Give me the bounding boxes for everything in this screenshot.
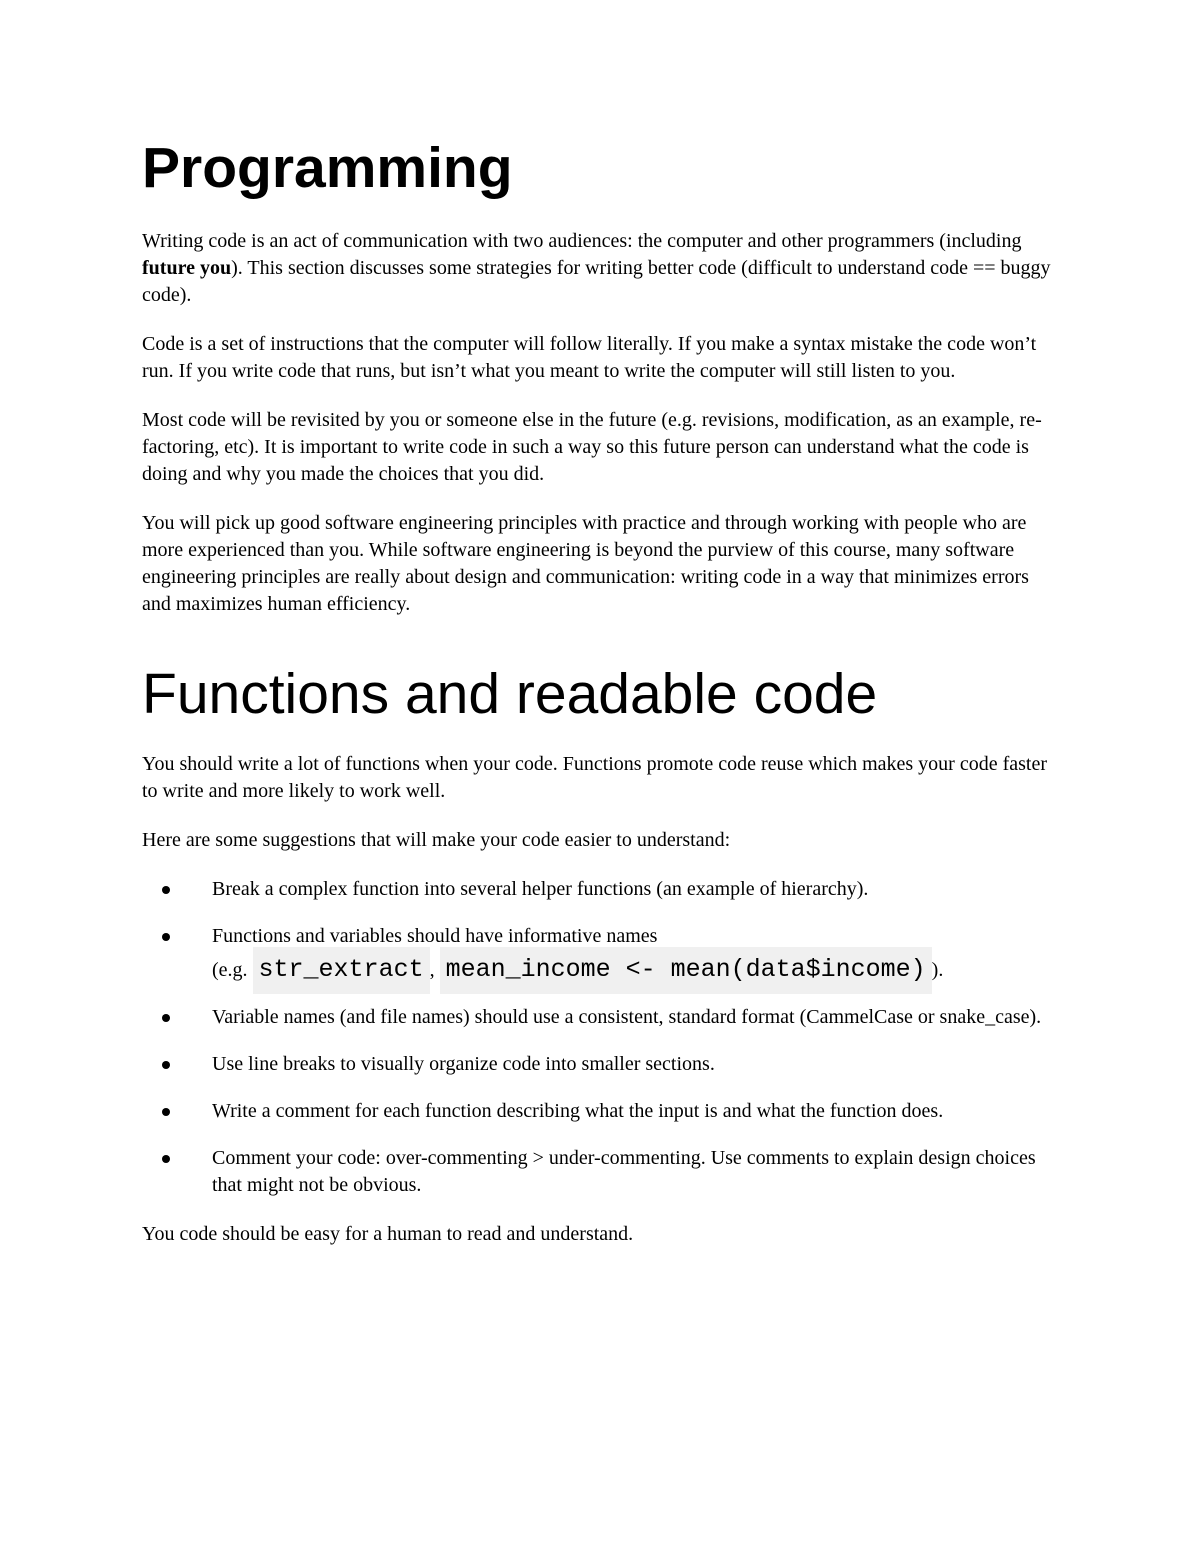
inline-code-mean-income: mean_income <- mean(data$income) <box>440 947 932 994</box>
list-item-break-functions-text: Break a complex function into several helper functions (an example of hierarchy). <box>212 878 869 901</box>
paragraph-intro-1-text-after: ). This section discusses some strategies for writing better code (difficult to understand code == buggy code). <box>142 256 1051 306</box>
list-item-comment-your-code-text: Comment your code: over-commenting > under-commenting. Use comments to explain design choices that might not be obvious. <box>212 1147 1036 1197</box>
paragraph-intro-3: Most code will be revisited by you or someone else in the future (e.g. revisions, modification, as an example, re-factoring, etc). It is important to write code in such a way so this future person can understand what the code is doing and why you made the choices that you did. <box>142 408 1042 485</box>
paragraph-intro-1-text-before: Writing code is an act of communication with two audiences: the computer and other programmers (including <box>142 229 1022 252</box>
paragraph-intro-2: Code is a set of instructions that the computer will follow literally. If you make a syntax mistake the code won’t run. If you write code that runs, but isn’t what you meant to write the computer will still listen to you. <box>142 332 1037 382</box>
list-item-line-breaks-text: Use line breaks to visually organize code into smaller sections. <box>212 1053 715 1076</box>
document-content <box>142 0 1058 1248</box>
section-title-functions-and-readable-code: Functions and readable code <box>142 661 878 726</box>
list-item-line-breaks <box>142 1051 1058 1078</box>
code-example-separator: , <box>429 959 440 982</box>
bold-phrase-future-you: future you <box>142 256 232 279</box>
document-title: Programming <box>142 136 513 200</box>
list-item-function-comments <box>142 1098 1058 1125</box>
list-item-informative-names-line1: Functions and variables should have informative names <box>212 925 658 948</box>
list-item-informative-names <box>142 923 1058 984</box>
paragraph-closing: You code should be easy for a human to read and understand. <box>142 1223 634 1246</box>
list-item-comment-your-code <box>142 1145 1058 1199</box>
list-item-informative-names-line2 <box>212 956 1058 984</box>
paragraph-functions-1: You should write a lot of functions when your code. Functions promote code reuse which makes your code faster to write and more likely to work well. <box>142 753 1047 803</box>
code-example-prefix: (e.g. <box>212 959 253 982</box>
list-item-function-comments-text: Write a comment for each function describing what the input is and what the function does. <box>212 1100 944 1123</box>
code-example-suffix: ). <box>931 959 944 982</box>
list-item-break-functions <box>142 876 1058 903</box>
list-item-consistent-format-text: Variable names (and file names) should use a consistent, standard format (CammelCase or snake_case). <box>212 1006 1042 1029</box>
list-item-consistent-format <box>142 1004 1058 1031</box>
suggestions-list <box>142 876 1058 1199</box>
paragraph-functions-2: Here are some suggestions that will make your code easier to understand: <box>142 829 731 852</box>
paragraph-intro-1 <box>142 228 1058 309</box>
inline-code-str-extract: str_extract <box>253 947 430 994</box>
paragraph-intro-4: You will pick up good software engineering principles with practice and through working with people who are more experienced than you. While software engineering is beyond the purview of this course, many software engineering principles are really about design and communication: writing code in a way that minimizes errors and maximizes human efficiency. <box>142 511 1029 615</box>
